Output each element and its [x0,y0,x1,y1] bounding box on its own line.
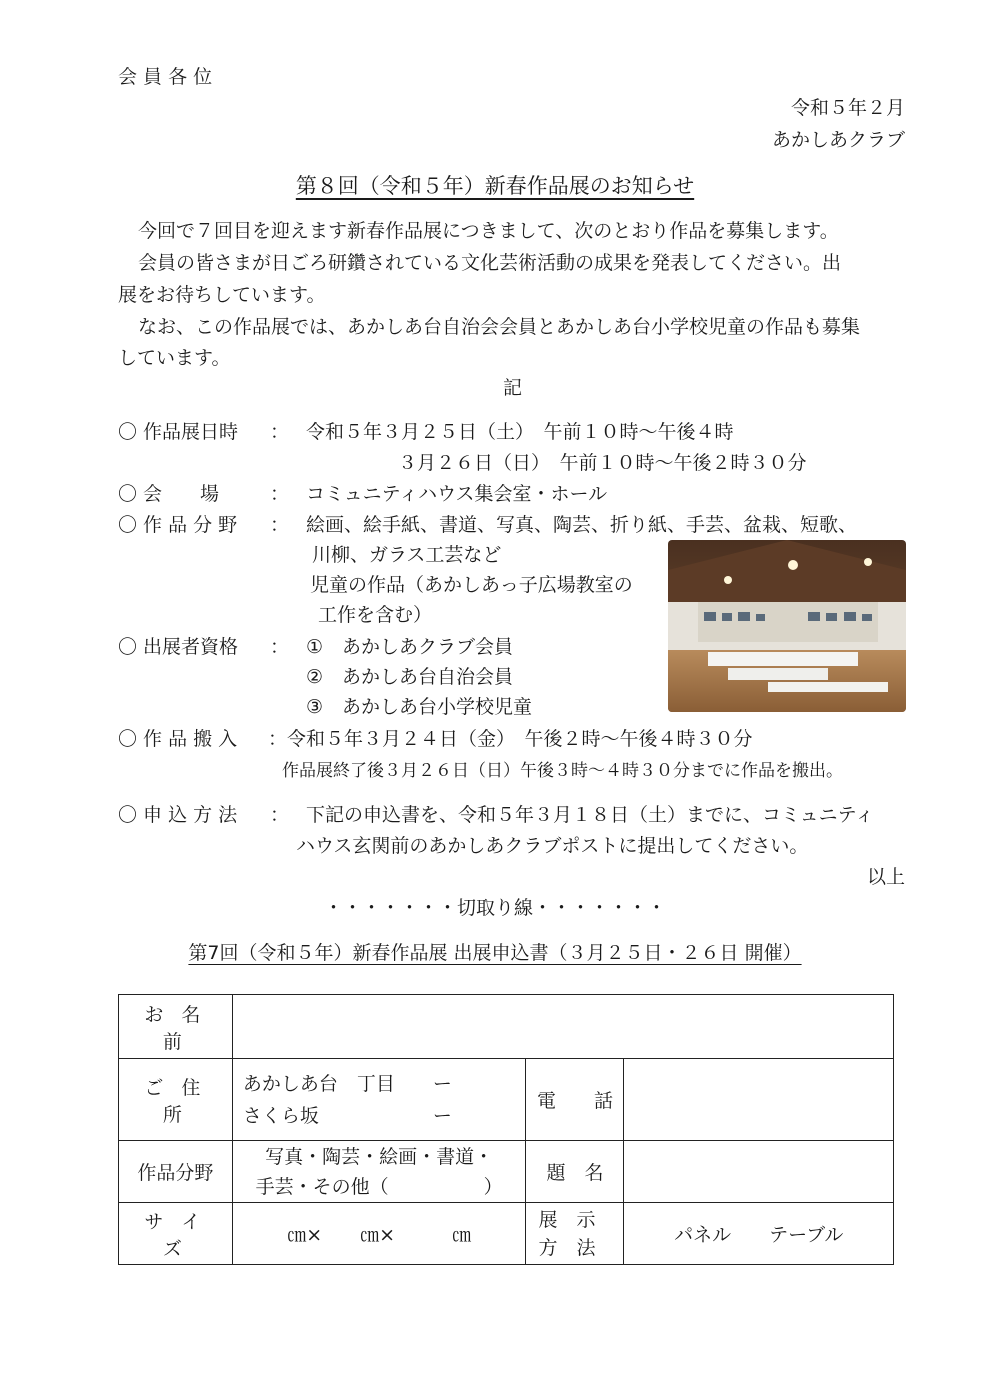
display-label [526,1203,624,1265]
subject-label: 題 名 [526,1141,624,1203]
body-line-2: 会員の皆さまが日ごろ研鑽されている文化芸術活動の成果を発表してください。出 [138,252,842,274]
cut-line: ・・・・・・・切取り線・・・・・・・ [323,897,666,919]
genre-line2: 川柳、ガラス工芸など [312,544,502,566]
body-line-1: 今回で７回目を迎えます新春作品展につきまして、次のとおり作品を募集します。 [138,220,839,242]
size-label: サ イ ズ [119,1203,233,1265]
datetime-label: 〇 作品展日時 [118,421,239,443]
delivery-label: 〇 作 品 搬 入 [118,728,238,750]
eligibility-entry-1: ① あかしあクラブ会員 [306,636,514,658]
genre-line1: 絵画、絵手紙、書道、写真、陶芸、折り紙、手芸、盆栽、短歌、 [306,514,858,536]
eligibility-label: 〇 出展者資格 [118,636,239,658]
page-title: 第８回（令和５年）新春作品展のお知らせ [295,174,695,198]
delivery-line2: 作品展終了後３月２６日（日）午後３時～４時３０分までに作品を搬出。 [282,761,843,781]
genre-line4: 工作を含む） [318,604,433,626]
name-label: お 名 前 [119,995,233,1059]
ki-mark: 記 [503,377,523,399]
address-label: ご 住 所 [119,1059,233,1141]
venue-value: コミュニティハウス集会室・ホール [306,483,608,505]
genre-options[interactable] [232,1141,526,1203]
size-input[interactable]: ㎝× ㎝× ㎝ [232,1203,526,1265]
apply-label: 〇 申 込 方 法 [118,804,238,826]
eligibility-entry-2: ② あかしあ台自治会員 [306,666,514,688]
address-input[interactable] [232,1059,526,1141]
phone-input[interactable] [624,1059,894,1141]
apply-colon: ： [270,804,290,826]
apply-line1: 下記の申込書を、令和５年３月１８日（土）までに、コミュニティ [306,804,875,826]
application-form [118,994,894,1265]
apply-line2: ハウス玄関前のあかしあクラブポストに提出してください。 [296,835,809,857]
datetime-line2: ３月２６日（日） 午前１０時～午後２時３０分 [398,452,807,474]
genre-form-label: 作品分野 [119,1141,233,1203]
address-line-2: さくら坂 ー [242,1104,452,1127]
genre-line3: 児童の作品（あかしあっ子広場教室の [310,574,633,596]
eligibility-colon: ： [270,636,290,658]
exhibition-hall-photo [668,540,906,712]
addressee: 会 員 各 位 [118,66,213,88]
subject-input[interactable] [624,1141,894,1203]
issue-date: 令和５年２月 [790,97,905,119]
phone-label: 電 話 [526,1059,624,1141]
venue-label: 〇 会 場 [118,483,220,505]
ijou-mark: 以上 [866,866,905,888]
address-line-1: あかしあ台 丁目 ー [242,1072,452,1095]
genre-options-line-1: 写真・陶芸・絵画・書道・ [265,1145,494,1168]
form-title: 第7回（令和５年）新春作品展 出展申込書（３月２５日・２６日 開催） [188,942,802,964]
body-line-5: しています。 [118,347,231,369]
genre-label: 〇 作 品 分 野 [118,514,238,536]
display-label-line-1: 展 示 [538,1208,596,1231]
genre-options-line-2: 手芸・その他（ ） [255,1175,503,1198]
genre-colon: ： [270,514,290,536]
name-input[interactable] [232,995,893,1059]
display-options[interactable]: パネル テーブル [624,1203,894,1265]
venue-colon: ： [270,483,290,505]
display-label-line-2: 方 法 [538,1236,596,1259]
body-line-3: 展をお待ちしています。 [118,284,326,306]
delivery-line1: ：令和５年３月２４日（金） 午後２時～午後４時３０分 [268,728,753,750]
datetime-line1: 令和５年３月２５日（土） 午前１０時～午後４時 [306,421,734,443]
datetime-colon: ： [270,421,290,443]
body-line-4: なお、この作品展では、あかしあ台自治会会員とあかしあ台小学校児童の作品も募集 [138,316,861,338]
eligibility-entry-3: ③ あかしあ台小学校児童 [306,696,533,718]
organization: あかしあクラブ [771,129,905,151]
